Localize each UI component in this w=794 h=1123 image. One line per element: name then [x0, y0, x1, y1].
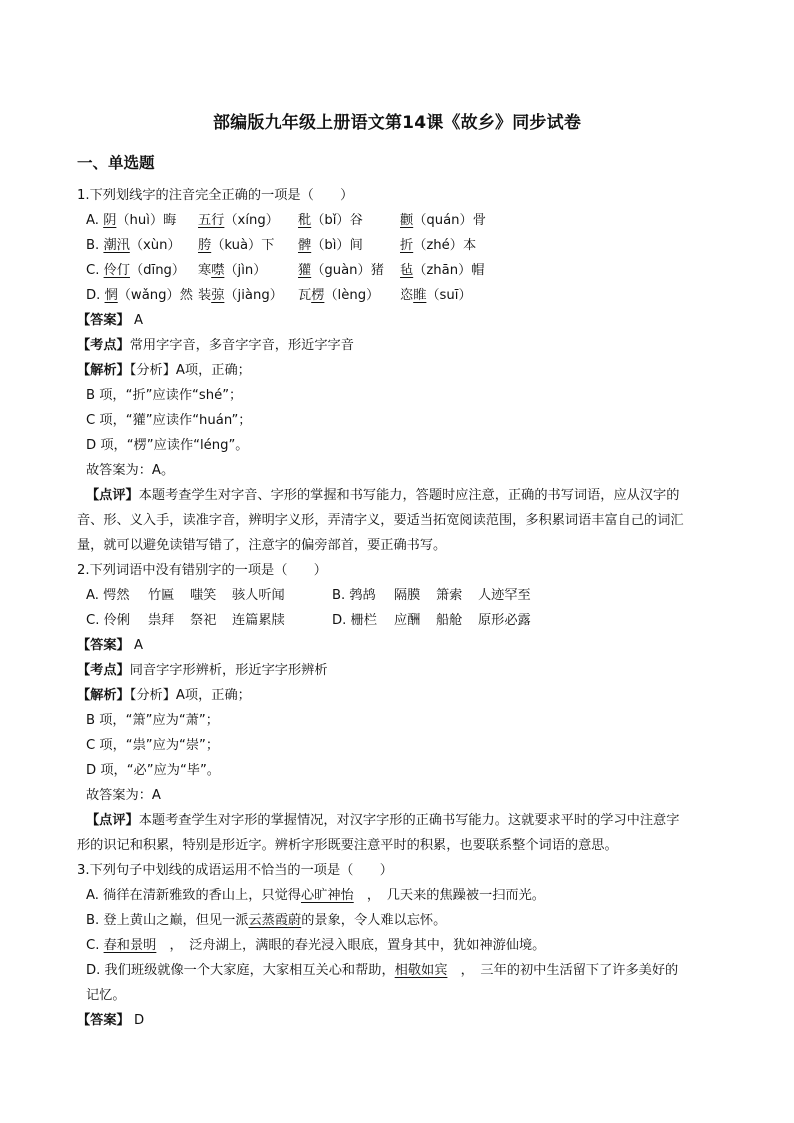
q1-option-a [86, 211, 486, 231]
q1-option-d [86, 286, 472, 306]
q3-option-a: A. 徜徉在清新雅致的香山上，只觉得心旷神怡 ， 几天来的焦躁被一扫而光。 [86, 888, 545, 903]
q2-c-word: 连篇累牍 [232, 613, 285, 628]
q1-comment-line: 音、形、义入手，读准字音，辨明字义形，弄清字义，要适当拓宽阅读范围，多积累词语丰富自己的词汇 [77, 513, 684, 528]
q2-d-word: 原形必露 [478, 613, 531, 628]
q2-c-word: 祟拜 [148, 613, 175, 628]
q2-a-word: 嗤笑 [190, 588, 217, 603]
q1-knowledge-point: 【考点】常用字字音，多音字字音，形近字字音 [77, 338, 354, 353]
q3-option-d-cont: 记忆。 [86, 988, 126, 1003]
q3-option-d: D. 我们班级就像一个大家庭，大家相互关心和帮助，相敬如宾 ， 三年的初中生活留下了许多美好的 [86, 963, 679, 978]
q1-analysis-line: D 项，“楞”应读作“léng”。 [86, 438, 249, 453]
q2-comment: 【点评】本题考查学生对字形的掌握情况，对汉字字形的正确书写能力。这就要求平时的学习中注意字 [86, 813, 680, 828]
q1-c-item-3: 獾（guàn）猪 [298, 263, 384, 278]
q2-knowledge-point: 【考点】同音字字形辨析，形近字字形辨析 [77, 663, 328, 678]
q1-analysis-line: B 项，“折”应读作“shé”； [86, 388, 243, 403]
q2-c-word: 祭祀 [190, 613, 217, 628]
q2-analysis-line: D 项，“必”应为“毕”。 [86, 763, 220, 778]
question-1-stem: 1.下列划线字的注音完全正确的一项是（ ） [77, 188, 354, 203]
q2-d-word: 船舱 [436, 613, 463, 628]
q2-a-word: 竹匾 [148, 588, 175, 603]
q3-option-c: C. 春和景明 ， 泛舟湖上，满眼的春光浸入眼底，置身其中，犹如神游仙境。 [86, 938, 546, 953]
q1-d-item-3: 瓦楞（lèng） [298, 288, 380, 303]
q2-b-word: 隔膜 [394, 588, 421, 603]
section-heading: 一、单选题 [77, 154, 155, 172]
q2-b-word: B. 鹁鸪 [332, 588, 376, 603]
q2-b-word: 人迹罕至 [478, 588, 531, 603]
question-3-stem: 3.下列句子中划线的成语运用不恰当的一项是（ ） [77, 863, 393, 878]
q1-b-item-4: 折（zhé）本 [400, 238, 477, 253]
q1-d-item-2: 装弶（jiàng） [198, 288, 283, 303]
q2-comment-line: 形的识记和积累，特别是形近字。辨析字形既要注意平时的积累，也要联系整个词语的意思。 [77, 838, 618, 853]
q3-answer: 【答案】 D [77, 1013, 145, 1028]
q1-answer: 【答案】 A [77, 313, 143, 328]
q1-analysis-line: C 项，“獾”应读作“huán”； [86, 413, 252, 428]
q2-d-word: 应酬 [394, 613, 421, 628]
q3-option-b: B. 登上黄山之巅，但见一派云蒸霞蔚的景象，令人难以忘怀。 [86, 913, 447, 928]
q2-analysis-line: C 项，“祟”应为“崇”； [86, 738, 220, 753]
q2-b-word: 箫索 [436, 588, 463, 603]
q2-a-word: 骇人听闻 [232, 588, 285, 603]
q1-a-item-2: 五行（xíng） [198, 213, 279, 228]
q1-analysis-line: 故答案为：A。 [86, 463, 175, 478]
q2-options-cd [86, 611, 531, 631]
q2-analysis-line: B 项，“箫”应为“萧”； [86, 713, 219, 728]
q1-b-item-1: B. 潮汛（xùn） [86, 238, 181, 253]
q1-option-c [86, 261, 484, 281]
q2-analysis-line: 故答案为：A [86, 788, 161, 803]
q1-a-item-3: 秕（bǐ）谷 [298, 213, 363, 228]
q1-a-item-4: 颧（quán）骨 [400, 213, 486, 228]
q1-analysis: 【解析】【分析】A项，正确； [77, 363, 251, 378]
q1-option-b [86, 236, 476, 256]
q2-answer: 【答案】 A [77, 638, 143, 653]
q1-comment-line: 量，就可以避免读错写错了，注意字的偏旁部首，要正确书写。 [77, 538, 447, 553]
q2-a-word: A. 愕然 [86, 588, 130, 603]
question-2-stem: 2.下列词语中没有错别字的一项是（ ） [77, 563, 327, 578]
q1-c-item-4: 毡（zhān）帽 [400, 263, 485, 278]
document-title: 部编版九年级上册语文第14课《故乡》同步试卷 [212, 113, 582, 133]
q1-c-item-1: C. 伶仃（dīng） [86, 263, 186, 278]
q1-d-item-1: D. 惘（wǎng）然 [86, 288, 193, 303]
q2-options-ab [86, 586, 531, 606]
q1-a-item-1: A. 阴（huì）晦 [86, 213, 177, 228]
q1-b-item-3: 髀（bì）间 [298, 238, 363, 253]
q2-analysis: 【解析】【分析】A项，正确； [77, 688, 251, 703]
q1-d-item-4: 恣睢（suī） [400, 288, 472, 303]
q1-b-item-2: 胯（kuà）下 [198, 238, 275, 253]
q2-c-word: C. 伶俐 [86, 613, 130, 628]
q1-c-item-2: 寒噤（jìn） [198, 263, 267, 278]
q2-d-word: D. 栅栏 [332, 613, 377, 628]
q1-comment: 【点评】本题考查学生对字音、字形的掌握和书写能力，答题时应注意，正确的书写词语，应从汉字的 [86, 488, 680, 503]
